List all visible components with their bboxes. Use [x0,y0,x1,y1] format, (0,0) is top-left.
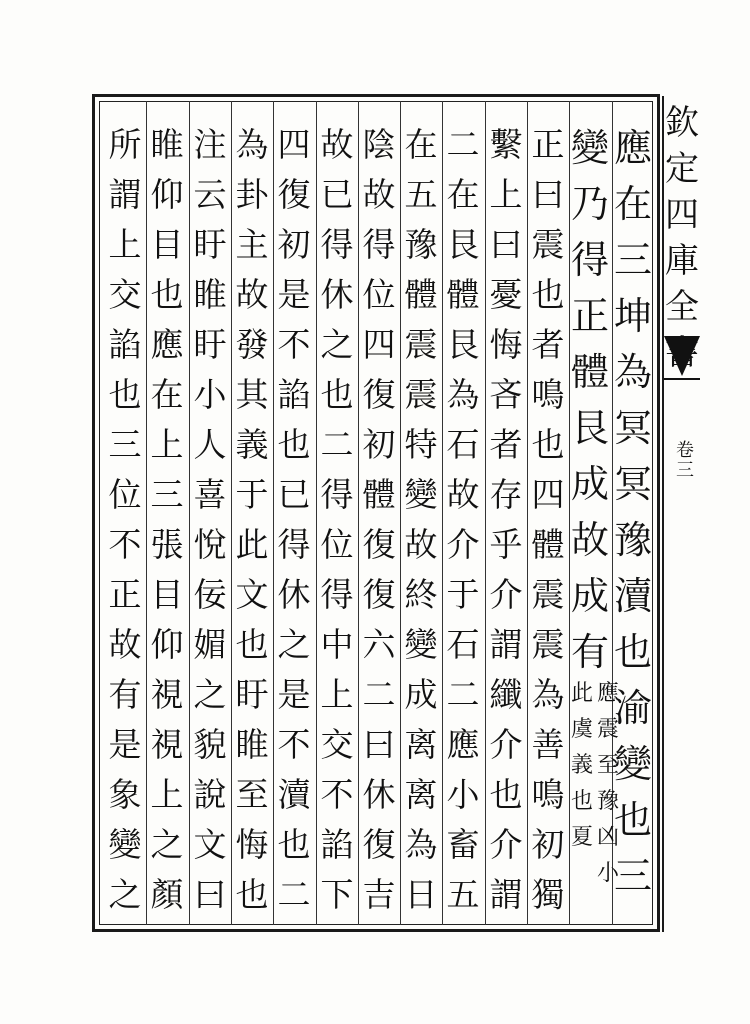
glyph: 休 [277,575,311,614]
glyph: 震 [404,325,438,364]
glyph: 故 [362,175,396,214]
text-column-c2 [569,120,611,680]
glyph: 故 [108,625,142,664]
glyph: 特 [404,425,438,464]
glyph: 者 [531,325,565,364]
glyph: 應 [150,325,184,364]
glyph: 成 [404,675,438,714]
glyph: 正 [531,125,565,164]
text-column-c7 [400,120,442,920]
glyph: 體 [531,525,565,564]
glyph: 為 [446,375,480,414]
glyph: 為 [235,125,269,164]
book-title-char: 全 [665,287,699,327]
glyph: 艮 [570,406,609,450]
glyph: 應 [596,681,619,706]
glyph: 媚 [193,625,227,664]
text-column-c11 [231,120,273,920]
glyph: 冥 [613,462,652,506]
glyph: 已 [320,175,354,214]
glyph: 至 [596,753,619,778]
glyph: 在 [150,375,184,414]
glyph: 陰 [362,125,396,164]
glyph: 得 [320,475,354,514]
glyph: 交 [320,725,354,764]
glyph: 張 [150,525,184,564]
glyph: 主 [235,225,269,264]
glyph: 六 [362,625,396,664]
glyph: 介 [489,725,523,764]
glyph: 喜 [193,475,227,514]
book-title-char: 庫 [665,241,699,281]
glyph: 復 [277,175,311,214]
glyph: 上 [150,425,184,464]
glyph: 已 [277,475,311,514]
glyph: 文 [193,825,227,864]
glyph: 睢 [150,125,184,164]
glyph: 凶 [596,825,619,850]
glyph: 三 [108,425,142,464]
juan-number: 卷三 [673,440,694,480]
glyph: 體 [446,275,480,314]
glyph: 成 [570,574,609,618]
glyph: 曰 [531,175,565,214]
glyph: 之 [320,325,354,364]
glyph: 三 [613,854,652,898]
glyph: 義 [235,425,269,464]
glyph: 瀆 [277,775,311,814]
glyph: 坤 [613,294,652,338]
glyph: 至 [235,775,269,814]
glyph: 為 [613,350,652,394]
glyph: 休 [320,275,354,314]
glyph: 獨 [531,875,565,914]
text-column-c9 [316,120,358,920]
glyph: 謂 [489,875,523,914]
glyph: 位 [108,475,142,514]
glyph: 上 [108,225,142,264]
glyph: 中 [320,625,354,664]
glyph: 是 [277,675,311,714]
glyph: 瀆 [613,574,652,618]
glyph: 也 [320,375,354,414]
glyph: 小 [446,775,480,814]
glyph: 發 [235,325,269,364]
glyph: 得 [277,525,311,564]
glyph: 應 [613,126,652,170]
glyph: 人 [193,425,227,464]
glyph: 五 [404,175,438,214]
glyph: 卦 [235,175,269,214]
glyph: 謂 [108,175,142,214]
glyph: 盱 [193,325,227,364]
glyph: 小 [193,375,227,414]
glyph: 正 [570,294,609,338]
glyph: 离 [404,725,438,764]
glyph: 也 [235,875,269,914]
glyph: 日 [404,875,438,914]
glyph: 艮 [446,225,480,264]
book-title-char: 定 [665,149,699,189]
glyph: 艮 [446,325,480,364]
glyph: 震 [404,375,438,414]
text-column-c13 [146,120,188,920]
glyph: 之 [193,675,227,714]
glyph: 位 [362,275,396,314]
glyph: 冥 [613,406,652,450]
glyph: 之 [277,625,311,664]
book-title-char: 欽 [665,103,699,143]
glyph: 變 [404,475,438,514]
glyph: 得 [320,575,354,614]
glyph: 豫 [613,518,652,562]
glyph: 故 [404,525,438,564]
glyph: 四 [362,325,396,364]
glyph: 有 [108,675,142,714]
glyph: 在 [404,125,438,164]
glyph: 乃 [570,182,609,226]
annotation-split [569,676,621,892]
glyph: 二 [446,675,480,714]
text-column-c12 [189,120,231,920]
glyph: 也 [277,825,311,864]
glyph: 上 [489,175,523,214]
glyph: 仰 [150,625,184,664]
glyph: 文 [235,575,269,614]
glyph: 纖 [489,675,523,714]
glyph: 鳴 [531,775,565,814]
glyph: 吉 [362,875,396,914]
glyph: 也 [489,775,523,814]
glyph: 四 [277,125,311,164]
glyph: 也 [235,625,269,664]
glyph: 二 [362,675,396,714]
glyph: 貌 [193,725,227,764]
glyph: 繫 [489,125,523,164]
glyph: 有 [570,630,609,674]
glyph: 二 [277,875,311,914]
glyph: 視 [150,725,184,764]
book-title [664,100,700,376]
glyph: 介 [446,525,480,564]
glyph: 體 [362,475,396,514]
glyph: 得 [320,225,354,264]
glyph: 休 [362,775,396,814]
glyph: 善 [531,725,565,764]
glyph: 義 [570,753,593,778]
glyph: 得 [570,238,609,282]
glyph: 不 [320,775,354,814]
glyph: 上 [320,675,354,714]
glyph: 在 [446,175,480,214]
glyph: 為 [531,675,565,714]
glyph: 睢 [193,275,227,314]
annotation-c2b_b [569,676,595,892]
glyph: 所 [108,125,142,164]
glyph: 上 [150,775,184,814]
glyph: 悔 [235,825,269,864]
glyph: 小 [596,861,619,886]
glyph: 在 [613,182,652,226]
glyph: 成 [570,462,609,506]
glyph: 二 [446,125,480,164]
glyph: 也 [613,798,652,842]
glyph: 體 [570,350,609,394]
glyph: 五 [446,875,480,914]
glyph: 虞 [570,717,593,742]
glyph: 諂 [277,375,311,414]
text-column-c3 [527,120,569,920]
glyph: 三 [150,475,184,514]
glyph: 存 [489,475,523,514]
glyph: 震 [531,575,565,614]
glyph: 下 [320,875,354,914]
glyph: 初 [277,225,311,264]
glyph: 不 [277,325,311,364]
glyph: 夏 [570,825,593,850]
glyph: 終 [404,575,438,614]
glyph: 注 [193,125,227,164]
glyph: 曰 [489,225,523,264]
glyph: 目 [150,575,184,614]
glyph: 曰 [362,725,396,764]
glyph: 為 [404,825,438,864]
glyph: 于 [446,575,480,614]
glyph: 位 [320,525,354,564]
glyph: 說 [193,775,227,814]
annotation-c2b_a [595,676,621,892]
text-column-c8 [358,120,400,920]
glyph: 云 [193,175,227,214]
glyph: 豫 [596,789,619,814]
glyph: 變 [404,625,438,664]
glyph: 渝 [613,686,652,730]
glyph: 悅 [193,525,227,564]
glyph: 介 [489,575,523,614]
glyph: 諂 [108,325,142,364]
text-column-c6 [442,120,484,920]
glyph: 諂 [320,825,354,864]
glyph: 初 [531,825,565,864]
glyph: 豫 [404,225,438,264]
glyph: 正 [108,575,142,614]
text-column-c14 [104,120,146,920]
glyph: 不 [108,525,142,564]
glyph: 是 [277,275,311,314]
glyph: 吝 [489,375,523,414]
glyph: 鳴 [531,375,565,414]
glyph: 乎 [489,525,523,564]
book-title-char: 書 [665,333,699,373]
text-column-c10 [273,120,315,920]
glyph: 憂 [489,275,523,314]
glyph: 復 [362,525,396,564]
glyph: 二 [320,425,354,464]
glyph: 顏 [150,875,184,914]
glyph: 變 [613,742,652,786]
glyph: 復 [362,575,396,614]
glyph: 也 [570,789,593,814]
glyph: 也 [613,630,652,674]
glyph: 變 [108,825,142,864]
glyph: 盱 [235,675,269,714]
glyph: 變 [570,126,609,170]
glyph: 震 [531,225,565,264]
fishtail-rule [664,378,700,380]
glyph: 其 [235,375,269,414]
glyph: 石 [446,425,480,464]
glyph: 象 [108,775,142,814]
glyph: 此 [570,681,593,706]
glyph: 畜 [446,825,480,864]
glyph: 故 [570,518,609,562]
glyph: 體 [404,275,438,314]
glyph: 悔 [489,325,523,364]
glyph: 得 [362,225,396,264]
glyph: 交 [108,275,142,314]
glyph: 震 [531,625,565,664]
glyph: 也 [277,425,311,464]
glyph: 故 [446,475,480,514]
glyph: 睢 [235,725,269,764]
text-column-c5 [485,120,527,920]
glyph: 盱 [193,225,227,264]
glyph: 故 [320,125,354,164]
glyph: 也 [531,425,565,464]
glyph: 初 [362,425,396,464]
glyph: 之 [150,825,184,864]
glyph: 于 [235,475,269,514]
glyph: 也 [150,275,184,314]
glyph: 是 [108,725,142,764]
glyph: 復 [362,375,396,414]
glyph: 不 [277,725,311,764]
glyph: 也 [531,275,565,314]
glyph: 仰 [150,175,184,214]
glyph: 也 [108,375,142,414]
glyph: 曰 [193,875,227,914]
glyph: 應 [446,725,480,764]
glyph: 四 [531,475,565,514]
glyph: 之 [108,875,142,914]
glyph: 謂 [489,625,523,664]
glyph: 此 [235,525,269,564]
glyph: 石 [446,625,480,664]
glyph: 者 [489,425,523,464]
glyph: 震 [596,717,619,742]
glyph: 三 [613,238,652,282]
glyph: 目 [150,225,184,264]
fishtail-mark [664,336,700,376]
glyph: 故 [235,275,269,314]
glyph: 視 [150,675,184,714]
book-title-char: 四 [665,195,699,235]
glyph: 佞 [193,575,227,614]
glyph: 介 [489,825,523,864]
glyph: 復 [362,825,396,864]
glyph: 离 [404,775,438,814]
